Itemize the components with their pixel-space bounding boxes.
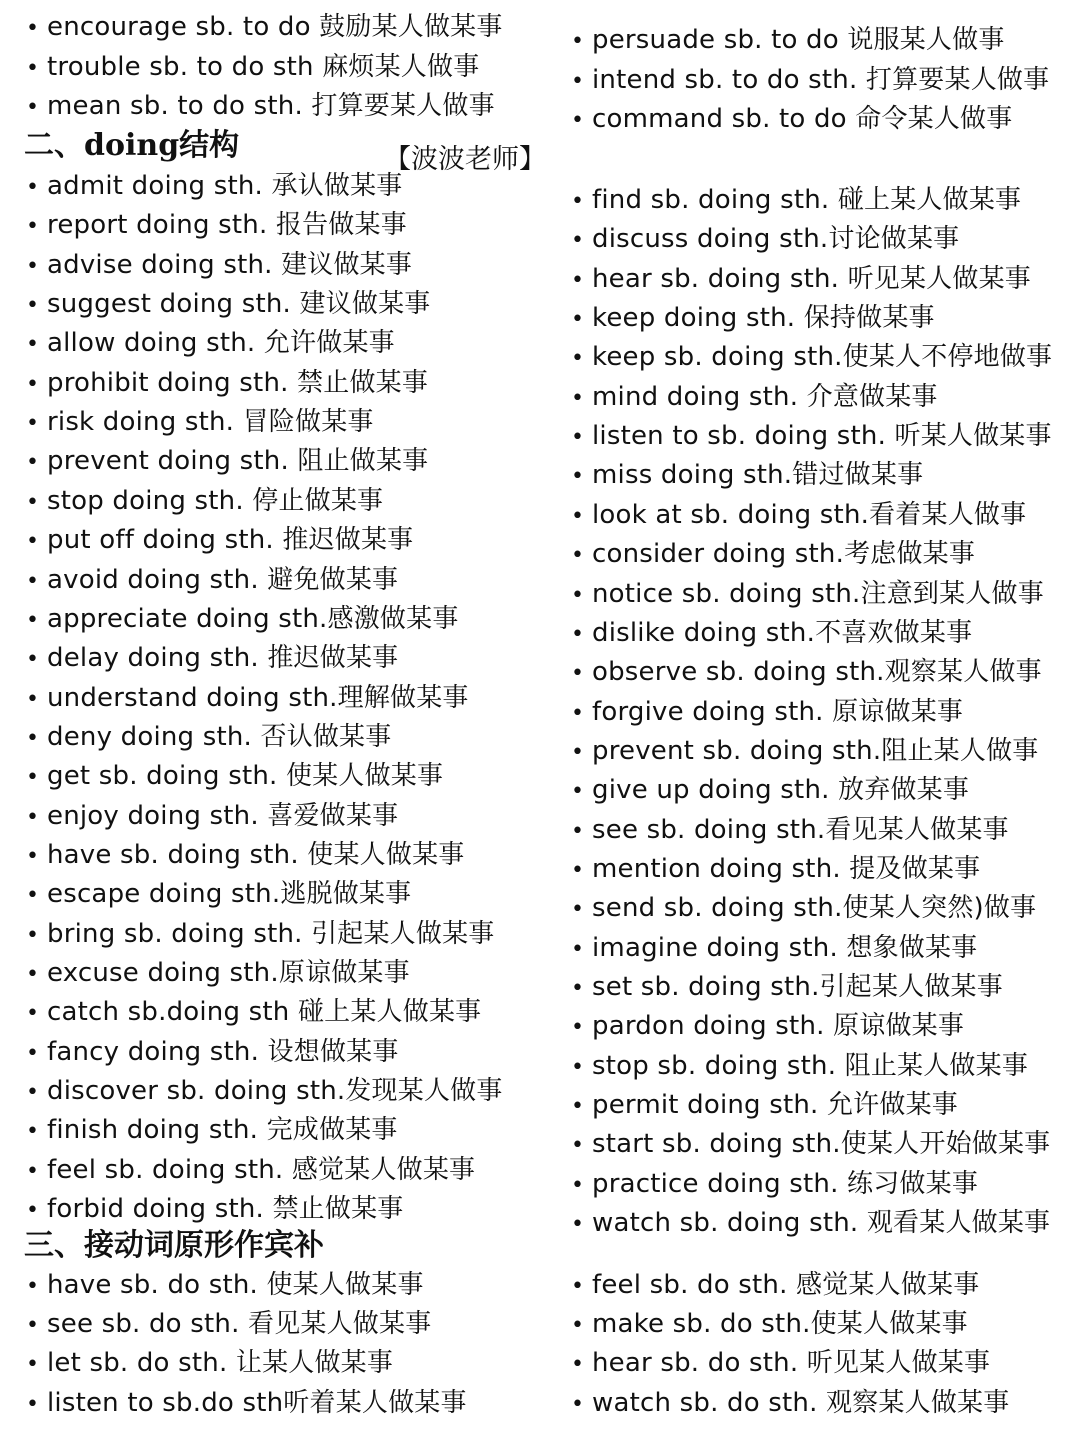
phrase-item (26, 171, 402, 203)
phrase-text: mention doing sth. 提及做某事 (592, 853, 981, 884)
phrase-item (571, 1208, 1050, 1240)
bullet-icon: • (571, 936, 585, 962)
phrase-item (571, 1169, 978, 1201)
bullet-icon: • (571, 108, 585, 133)
bullet-icon: • (26, 1158, 40, 1184)
phrase-text: advise doing sth. 建议做某事 (47, 249, 413, 280)
bullet-icon: • (571, 661, 585, 687)
phrase-text: have sb. doing sth. 使某人做某事 (47, 839, 465, 870)
bullet-icon: • (26, 16, 40, 41)
phrase-item (571, 1051, 1028, 1083)
bullet-icon: • (571, 464, 585, 490)
phrase-text: allow doing sth. 允许做某事 (47, 328, 395, 359)
phrase-text: keep doing sth. 保持做某事 (592, 303, 935, 334)
phrase-item (571, 697, 963, 729)
phrase-text: hear sb. doing sth. 听见某人做某事 (592, 263, 1031, 294)
phrase-item (26, 840, 464, 872)
phrase-text: admit doing sth. 承认做某事 (47, 171, 403, 201)
phrase-item (571, 775, 969, 807)
phrase-item (26, 1348, 393, 1380)
bullet-icon: • (571, 1212, 585, 1238)
bullet-icon: • (571, 1172, 585, 1198)
phrase-text: feel sb. doing sth. 感觉某人做某事 (47, 1154, 476, 1185)
phrase-text: encourage sb. to do 鼓励某人做某事 (47, 12, 503, 42)
phrase-item (26, 643, 398, 675)
bullet-icon: • (26, 1119, 40, 1145)
phrase-text: imagine doing sth. 想象做某事 (592, 932, 978, 963)
phrase-item (571, 104, 1012, 136)
bullet-icon: • (26, 371, 40, 397)
bullet-icon: • (26, 1274, 40, 1299)
phrase-item (26, 801, 398, 833)
phrase-text: deny doing sth. 否认做某事 (47, 721, 392, 752)
phrase-text: persuade sb. to do 说服某人做事 (592, 25, 1005, 55)
phrase-item (571, 65, 1049, 97)
phrase-text: understand doing sth.理解做某事 (47, 682, 469, 713)
bullet-icon: • (26, 843, 40, 869)
bullet-icon: • (26, 1313, 40, 1339)
phrase-item (26, 12, 503, 44)
bullet-icon: • (26, 332, 40, 358)
bullet-icon: • (571, 818, 585, 844)
phrase-text: watch sb. doing sth. 观看某人做某事 (592, 1208, 1051, 1239)
phrase-item (571, 224, 959, 256)
phrase-text: watch sb. do sth. 观察某人做某事 (592, 1387, 1010, 1418)
phrase-text: bring sb. doing sth. 引起某人做某事 (47, 918, 495, 949)
phrase-item (571, 1348, 990, 1380)
phrase-item (571, 539, 975, 571)
phrase-item (571, 618, 972, 650)
phrase-text: suggest doing sth. 建议做某事 (47, 289, 431, 320)
bullet-icon: • (571, 346, 585, 372)
phrase-item (26, 1388, 467, 1420)
bullet-icon: • (571, 29, 585, 54)
phrase-text: observe sb. doing sth.观察某人做事 (592, 657, 1042, 688)
phrase-item (571, 579, 1044, 611)
bullet-icon: • (571, 543, 585, 569)
phrase-item (571, 1309, 968, 1341)
phrase-item (26, 250, 412, 282)
phrase-item (571, 264, 1031, 296)
phrase-item (571, 1388, 1009, 1420)
bullet-icon: • (571, 897, 585, 923)
bullet-icon: • (26, 214, 40, 240)
bullet-icon: • (26, 253, 40, 279)
phrase-text: start sb. doing sth.使某人开始做某事 (592, 1129, 1051, 1160)
phrase-text: prevent doing sth. 阻止做某事 (47, 446, 429, 477)
bullet-icon: • (26, 450, 40, 476)
phrase-text: prohibit doing sth. 禁止做某事 (47, 367, 429, 398)
phrase-item (26, 1076, 503, 1108)
phrase-text: intend sb. to do sth. 打算要某人做事 (592, 64, 1050, 95)
bullet-icon: • (571, 582, 585, 608)
phrase-text: send sb. doing sth.使某人突然)做事 (592, 893, 1037, 924)
phrase-text: listen to sb. doing sth. 听某人做某事 (592, 421, 1052, 452)
phrase-text: find sb. doing sth. 碰上某人做某事 (592, 185, 1022, 215)
bullet-icon: • (26, 1391, 40, 1417)
phrase-item (26, 1194, 403, 1226)
bullet-icon: • (26, 1001, 40, 1027)
phrase-item (571, 933, 977, 965)
bullet-icon: • (26, 489, 40, 515)
phrase-item (26, 1270, 424, 1302)
phrase-item (571, 815, 1009, 847)
bullet-icon: • (571, 1094, 585, 1120)
phrase-text: forgive doing sth. 原谅做某事 (592, 696, 964, 727)
bullet-icon: • (571, 425, 585, 451)
bullet-icon: • (571, 739, 585, 765)
phrase-item (571, 972, 1003, 1004)
phrase-text: catch sb.doing sth 碰上某人做某事 (47, 997, 482, 1028)
bullet-icon: • (571, 1133, 585, 1159)
phrase-item (571, 736, 1038, 768)
bullet-icon: • (571, 307, 585, 333)
bullet-icon: • (571, 700, 585, 726)
phrase-item (571, 460, 923, 492)
bullet-icon: • (26, 725, 40, 751)
bullet-icon: • (571, 267, 585, 293)
phrase-text: keep sb. doing sth.使某人不停地做事 (592, 342, 1053, 373)
bullet-icon: • (26, 411, 40, 437)
phrase-text: let sb. do sth. 让某人做某事 (47, 1348, 394, 1379)
bullet-icon: • (571, 976, 585, 1001)
phrase-text: stop doing sth. 停止做某事 (47, 485, 384, 516)
bullet-icon: • (26, 765, 40, 791)
section-heading-base-verb: 三、接动词原形作宾补 (24, 1228, 324, 1263)
phrase-item (571, 1011, 964, 1043)
phrase-text: give up doing sth. 放弃做某事 (592, 775, 970, 806)
phrase-text: risk doing sth. 冒险做某事 (47, 407, 374, 438)
bullet-icon: • (571, 1352, 585, 1378)
phrase-item (26, 486, 383, 518)
phrase-item (571, 25, 1005, 57)
bullet-icon: • (26, 922, 40, 948)
phrase-text: excuse doing sth.原谅做某事 (47, 958, 410, 988)
bullet-icon: • (26, 293, 40, 319)
phrase-text: have sb. do sth. 使某人做某事 (47, 1270, 424, 1300)
bullet-icon: • (26, 607, 40, 633)
phrase-item (26, 604, 459, 636)
phrase-text: miss doing sth.错过做某事 (592, 460, 924, 491)
phrase-item (26, 565, 398, 597)
phrase-item (571, 342, 1052, 374)
bullet-icon: • (571, 779, 585, 805)
phrase-text: fancy doing sth. 设想做某事 (47, 1036, 399, 1067)
bullet-icon: • (571, 1054, 585, 1080)
phrase-text: pardon doing sth. 原谅做某事 (592, 1011, 965, 1042)
phrase-text: stop sb. doing sth. 阻止某人做某事 (592, 1050, 1029, 1081)
phrase-text: finish doing sth. 完成做某事 (47, 1115, 398, 1146)
phrase-item (571, 382, 938, 414)
phrase-item (571, 657, 1042, 689)
phrase-item (571, 500, 1026, 532)
bullet-icon: • (26, 1040, 40, 1066)
phrase-item (26, 879, 411, 911)
phrase-item (26, 525, 413, 557)
phrase-text: notice sb. doing sth.注意到某人做事 (592, 578, 1044, 609)
phrase-text: practice doing sth. 练习做某事 (592, 1168, 979, 1199)
bullet-icon: • (26, 962, 40, 987)
phrase-item (26, 210, 407, 242)
phrase-text: dislike doing sth.不喜欢做某事 (592, 617, 973, 648)
bullet-icon: • (26, 804, 40, 830)
bullet-icon: • (26, 1198, 40, 1224)
bullet-icon: • (571, 1015, 585, 1041)
bullet-icon: • (571, 857, 585, 883)
phrase-item (26, 289, 430, 321)
bullet-icon: • (571, 1274, 585, 1299)
phrase-item (26, 722, 391, 754)
phrase-item (571, 1270, 979, 1302)
phrase-item (26, 958, 410, 990)
phrase-item (26, 761, 443, 793)
phrase-item (26, 446, 428, 478)
phrase-text: command sb. to do 命令某人做事 (592, 104, 1013, 134)
phrase-item (571, 1090, 958, 1122)
bullet-icon: • (571, 68, 585, 94)
phrase-text: put off doing sth. 推迟做某事 (47, 525, 414, 556)
phrase-item (571, 893, 1036, 925)
phrase-text: discover sb. doing sth.发现某人做事 (47, 1076, 503, 1107)
phrase-text: permit doing sth. 允许做某事 (592, 1090, 958, 1121)
bullet-icon: • (571, 1391, 585, 1417)
phrase-item (26, 52, 479, 84)
phrase-item (26, 683, 469, 715)
phrase-text: see sb. do sth. 看见某人做某事 (47, 1309, 432, 1340)
phrase-item (571, 185, 1021, 217)
bullet-icon: • (26, 95, 40, 120)
phrase-text: forbid doing sth. 禁止做某事 (47, 1194, 404, 1225)
phrase-item (26, 1155, 475, 1187)
phrase-text: listen to sb.do sth听着某人做某事 (47, 1387, 467, 1418)
phrase-text: see sb. doing sth.看见某人做某事 (592, 814, 1009, 845)
bullet-icon: • (26, 529, 40, 555)
bullet-icon: • (571, 503, 585, 529)
phrase-text: feel sb. do sth. 感觉某人做某事 (592, 1270, 980, 1300)
phrase-text: discuss doing sth.讨论做某事 (592, 224, 960, 255)
phrase-item (26, 919, 494, 951)
phrase-text: prevent sb. doing sth.阻止某人做事 (592, 735, 1039, 766)
phrase-text: look at sb. doing sth.看着某人做事 (592, 499, 1027, 530)
phrase-item (26, 1115, 398, 1147)
phrase-item (26, 997, 481, 1029)
phrase-item (26, 368, 428, 400)
watermark-label: 【波波老师】 (384, 144, 546, 175)
bullet-icon: • (26, 1080, 40, 1106)
phrase-item (571, 854, 980, 886)
phrase-text: set sb. doing sth.引起某人做某事 (592, 972, 1003, 1002)
phrase-item (26, 1037, 399, 1069)
phrase-text: make sb. do sth.使某人做某事 (592, 1309, 968, 1340)
bullet-icon: • (26, 1352, 40, 1378)
phrase-text: mind doing sth. 介意做某事 (592, 381, 938, 412)
phrase-item (571, 421, 1052, 453)
bullet-icon: • (26, 883, 40, 909)
phrase-text: trouble sb. to do sth 麻烦某人做事 (47, 51, 480, 82)
section-heading-doing: 二、doing结构 (24, 128, 240, 163)
bullet-icon: • (571, 385, 585, 411)
phrase-item (571, 1129, 1050, 1161)
phrase-text: hear sb. do sth. 听见某人做某事 (592, 1348, 991, 1379)
bullet-icon: • (26, 55, 40, 81)
bullet-icon: • (26, 568, 40, 594)
phrase-text: consider doing sth.考虑做某事 (592, 539, 976, 570)
bullet-icon: • (571, 228, 585, 254)
phrase-text: get sb. doing sth. 使某人做某事 (47, 761, 444, 792)
phrase-item (571, 303, 935, 335)
phrase-text: report doing sth. 报告做某事 (47, 210, 407, 241)
bullet-icon: • (26, 686, 40, 712)
phrase-text: enjoy doing sth. 喜爱做某事 (47, 800, 399, 831)
bullet-icon: • (26, 647, 40, 673)
bullet-icon: • (26, 175, 40, 200)
phrase-item (26, 407, 374, 439)
phrase-text: escape doing sth.逃脱做某事 (47, 879, 412, 910)
phrase-item (26, 1309, 431, 1341)
phrase-item (26, 91, 495, 123)
phrase-text: appreciate doing sth.感激做某事 (47, 603, 459, 634)
phrase-text: mean sb. to do sth. 打算要某人做事 (47, 91, 495, 121)
phrase-text: delay doing sth. 推迟做某事 (47, 643, 399, 674)
phrase-item (26, 328, 395, 360)
bullet-icon: • (571, 621, 585, 647)
phrase-text: avoid doing sth. 避免做某事 (47, 564, 399, 595)
bullet-icon: • (571, 189, 585, 214)
bullet-icon: • (571, 1313, 585, 1339)
